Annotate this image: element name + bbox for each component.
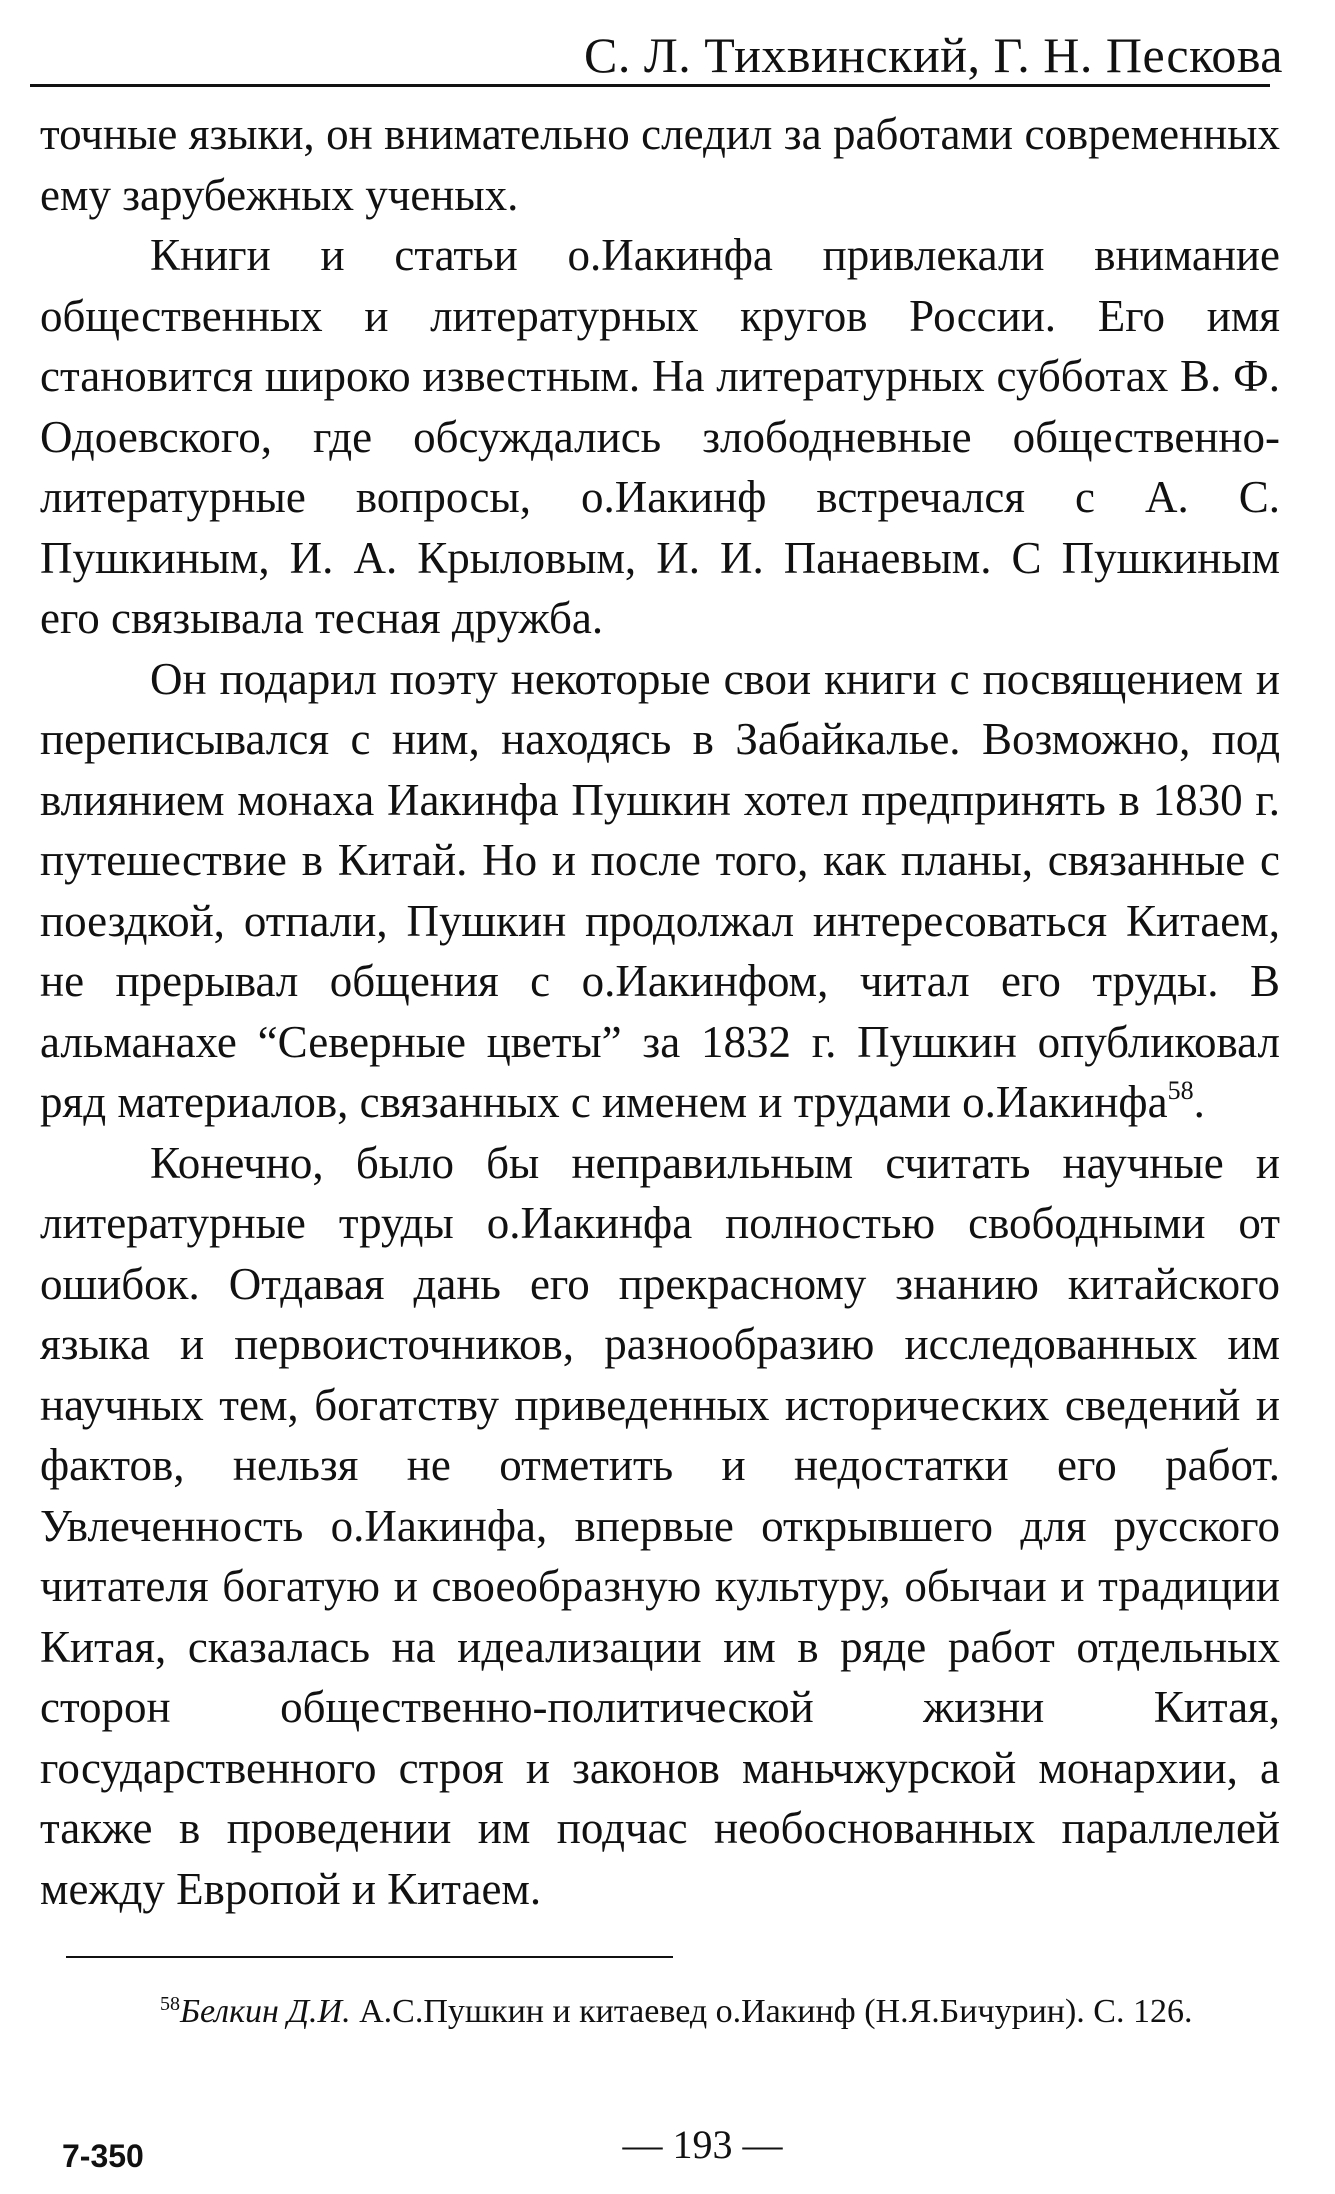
paragraph-4: Конечно, было бы неправильным считать научные и литературные труды о.Иакинфа полностью свободными от ошибок. Отдавая дань его прекрасному знанию китайского языка и первоисточников, разнообразию исследованных им научных тем, богатству приведенных исторических сведений и фактов, нельзя не отметить и недостатки его работ. Увлеченность о.Иакинфа, впервые открывшего для русского читателя богатую и своеобразную культуру, обычаи и традиции Китая, сказалась на идеализации им в ряде работ отдельных сторон общественно-политической жизни Китая, государственного строя и законов маньчжурской монархии, а также в проведении им подчас необоснованных параллелей между Европой и Китаем. [40,1137,1280,1914]
paragraph-3-period: . [1193,1077,1205,1127]
footnote [160,1990,1310,2034]
paragraph-2: Книги и статьи о.Иакинфа привлекали внимание общественных и литературных кругов России. Его имя становится широко известным. На литературных субботах В. Ф. Одоевского, где обсуждались злободневные общественно-литературные вопросы, о.Иакинф встречался с А. С. Пушкиным, И. А. Крыловым, И. И. Панаевым. С Пушкиным его связывала тесная дружба. [40,230,1280,643]
running-header-title: С. Л. Тихвинский, Г. Н. Пескова [584,27,1283,83]
running-header [52,16,1283,83]
footnote-rule [66,1956,673,1958]
footnote-number: 58 [160,1993,180,2015]
footnote-author: Белкин Д.И. [180,1993,351,2030]
printer-signature: 7-350 [62,2138,144,2174]
paragraph-3 [40,649,1280,1133]
body-text [40,104,1280,1919]
paragraph-3-text: Он подарил поэту некоторые свои книги с посвящением и переписывался с ним, находясь в Забайкалье. Возможно, под влиянием монаха Иакинфа Пушкин хотел предпринять в 1830 г. путешествие в Китай. Но и после того, как планы, связанные с поездкой, отпали, Пушкин продолжал интересоваться Китаем, не прерывал общения с о.Иакинфом, читал его труды. В альманахе “Северные цветы” за 1832 г. Пушкин опубликовал ряд материалов, связанных с именем и трудами о.Иакинфа [40,653,1280,1127]
footnote-text: А.С.Пушкин и китаевед о.Иакинф (Н.Я.Бичурин). С. 126. [350,1993,1193,2030]
header-rule [30,84,1270,87]
page-number: — 193 — [622,2122,783,2167]
paragraph-1: точные языки, он внимательно следил за работами современных ему зарубежных ученых. [40,109,1280,220]
footnote-reference: 58 [1167,1076,1194,1105]
